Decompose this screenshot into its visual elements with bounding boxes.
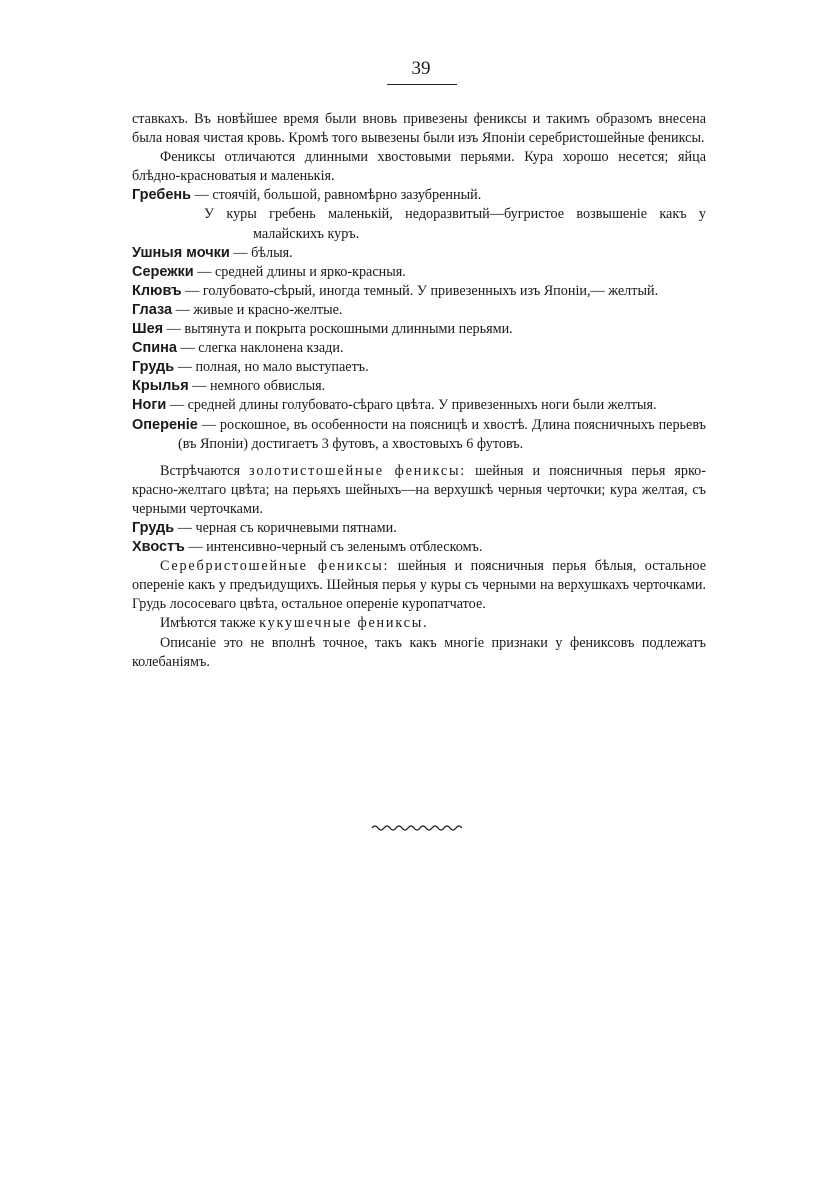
feature-text: — вытянута и покрыта роскошными длинными перьями.: [166, 321, 513, 338]
cuckoo-lead: Имѣются также: [160, 615, 256, 632]
continuation-paragraph: ставкахъ. Въ новѣйшее время были вновь привезены фениксы и такимъ образомъ внесена была новая чистая кровь. Кромѣ того вывезены были изъ Японіи серебристошейные фениксы.: [132, 111, 706, 147]
page-number: 39: [411, 58, 431, 79]
golden-feature-item: [132, 538, 706, 557]
feature-item: [132, 301, 706, 320]
feature-text: — голубовато-сѣрый, иногда темный. У привезенныхъ изъ Японіи,— желтый.: [185, 282, 659, 299]
cuckoo-variety-name: кукушечные фениксы.: [259, 615, 429, 632]
feature-item: [132, 186, 706, 205]
feature-item: [132, 339, 706, 358]
golden-feature-item: [132, 519, 706, 538]
feature-term: Сережки: [132, 263, 194, 280]
feature-text: — средней длины голубовато-сѣраго цвѣта. У привезенныхъ ноги были желтыя.: [169, 397, 657, 414]
feature-text: — средней длины и ярко-красныя.: [197, 263, 406, 280]
feature-item: [132, 244, 706, 263]
feature-text: — черная съ коричневыми пятнами.: [177, 519, 397, 536]
feature-term: Клювъ: [132, 282, 182, 299]
feature-term: Шея: [132, 321, 164, 338]
cuckoo-variety-paragraph: [132, 614, 706, 633]
feature-item: [132, 320, 706, 339]
feature-text: — немного обвислыя.: [192, 378, 326, 395]
feature-term: Хвостъ: [132, 539, 185, 556]
feature-term: Крылья: [132, 378, 189, 395]
feature-item: [132, 282, 706, 301]
feature-item: [132, 263, 706, 282]
feature-term: Спина: [132, 340, 177, 357]
silver-variety-name: Серебристошейные фениксы:: [160, 558, 390, 575]
feature-item: [132, 358, 706, 377]
feature-item: [132, 377, 706, 396]
feature-term: Грудь: [132, 519, 175, 536]
feature-term: Грудь: [132, 359, 175, 376]
feature-text: — живые и красно-желтые.: [175, 301, 343, 318]
feature-text: — полная, но мало выступаетъ.: [177, 359, 369, 376]
feature-list: [132, 186, 706, 453]
golden-lead: Встрѣчаются: [160, 462, 240, 479]
feature-text: — бѣлыя.: [233, 244, 293, 261]
feature-text: — роскошное, въ особенности на поясницѣ и хвостѣ. Длина поясничныхъ перьевъ (въ Японіи) достигаетъ 3 футовъ, а хвостовыхъ 6 футовъ.: [178, 416, 706, 452]
feature-term: Ноги: [132, 397, 167, 414]
feature-item: [132, 396, 706, 415]
golden-variety-paragraph: [132, 462, 706, 519]
feature-term: Ушныя мочки: [132, 244, 230, 261]
feature-text: — интенсивно-черный съ зеленымъ отблескомъ.: [188, 539, 483, 556]
golden-variety-name: золотистошейные фениксы:: [249, 462, 467, 479]
feature-item: [132, 416, 706, 454]
silver-description: шейныя и поясничныя перья бѣлыя, остальное опереніе какъ у предъидущихъ. Шейныя перья у куры съ черными на верхушкахъ черточками. Грудь лососеваго цвѣта, остальное опереніе куропатчатое.: [132, 558, 706, 613]
closing-paragraph: Описаніе это не вполнѣ точное, такъ какъ многіе признаки у фениксовъ подлежатъ колебаніямъ.: [132, 634, 706, 670]
feature-term: Опереніе: [132, 416, 198, 433]
feature-term: Глаза: [132, 301, 173, 318]
silver-variety-paragraph: [132, 557, 706, 614]
feature-text: — слегка наклонена кзади.: [180, 340, 344, 357]
feature-text: — стоячій, большой, равномѣрно зазубренный.: [194, 187, 482, 204]
feature-note: У куры гребень маленькій, недоразвитый—бугристое возвышеніе какъ у малайскихъ куръ.: [204, 206, 706, 242]
page-number-rule: [387, 84, 457, 85]
wavy-divider-ornament: [370, 822, 462, 834]
body-text: [132, 110, 706, 672]
feature-term: Гребень: [132, 187, 192, 204]
intro-paragraph: Фениксы отличаются длинными хвостовыми перьями. Кура хорошо несется; яйца блѣдно-красноватыя и маленькія.: [132, 149, 706, 185]
golden-description: шейныя и поясничныя перья ярко-красно-желтаго цвѣта; на перьяхъ шейныхъ—на верхушкѣ черныя черточки; кура желтая, съ черными черточками.: [132, 462, 706, 517]
